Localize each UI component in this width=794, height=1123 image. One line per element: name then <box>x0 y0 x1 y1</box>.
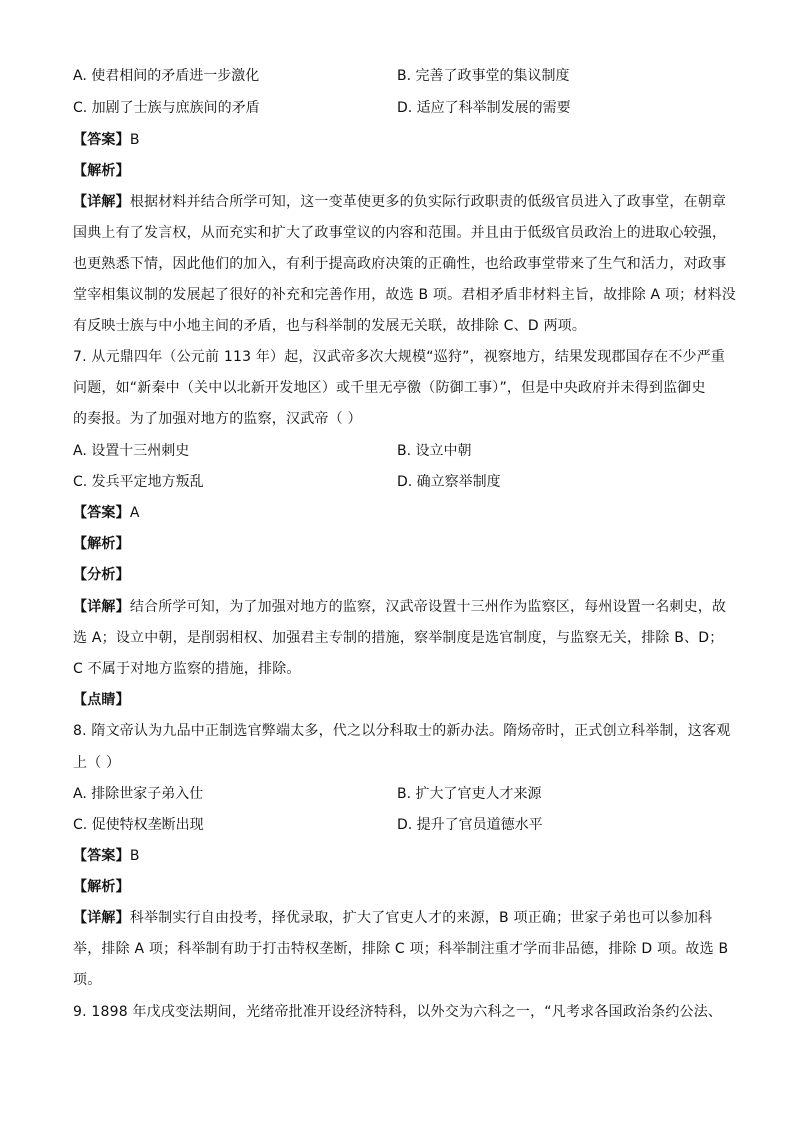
answer-tag: 【答案】 <box>73 132 130 148</box>
q7-analysis-tag: 【解析】 <box>73 536 130 552</box>
q6-detail-line-3: 也更熟悉下情，因此他们的加入，有利于提高政府决策的正确性，也给政事堂带来了生气和活力，对政事 <box>73 256 727 272</box>
q7-dianjing-tag: 【点睛】 <box>73 692 130 708</box>
q7-stem-line-3: 的奏报。为了加强对地方的监察，汉武帝（ ） <box>73 411 362 427</box>
detail-tag: 【详解】 <box>73 599 130 615</box>
q8-option-a: A. 排除世家子弟入仕 <box>73 786 204 802</box>
q6-detail-line-5: 有反映士族与中小地主间的矛盾，也与科举制的发展无关联，故排除 C、D 两项。 <box>73 318 587 334</box>
answer-tag: 【答案】 <box>73 505 130 521</box>
answer-value: A <box>129 505 140 521</box>
q6-analysis-tag: 【解析】 <box>73 163 130 179</box>
q6-detail-line-4: 堂宰相集议制的发展起了很好的补充和完善作用，故选 B 项。君相矛盾非材料主旨，故排除 A 项；材料没 <box>73 287 736 303</box>
q7-option-b: B. 设立中朝 <box>397 443 472 459</box>
detail-tag: 【详解】 <box>73 910 130 926</box>
q6-detail-line-1: 【详解】根据材料并结合所学可知，这一变革使更多的负实际行政职责的低级官员进入了政事堂，在朝章 <box>73 194 727 210</box>
q7-answer <box>73 503 140 523</box>
q8-answer <box>73 846 140 866</box>
q6-answer <box>73 130 140 150</box>
q7-option-d: D. 确立察举制度 <box>397 474 501 490</box>
q8-option-d: D. 提升了官员道德水平 <box>397 817 543 833</box>
q7-option-c: C. 发兵平定地方叛乱 <box>73 474 204 490</box>
answer-value: B <box>129 848 140 864</box>
q9-stem-line-1: 9. 1898 年戊戌变法期间，光绪帝批准开设经济特科，以外交为六科之一，“凡考求各国政治条约公法、 <box>73 1004 723 1020</box>
q6-option-b: B. 完善了政事堂的集议制度 <box>397 68 570 84</box>
q8-option-b: B. 扩大了官吏人才来源 <box>397 786 542 802</box>
q8-analysis-tag: 【解析】 <box>73 879 130 895</box>
q6-detail-line-2: 国典上有了发言权，从而充实和扩大了政事堂议的内容和范围。并且由于低级官员政治上的进取心较强， <box>73 225 727 241</box>
q8-detail-line-1: 【详解】科举制实行自由投考，择优录取，扩大了官吏人才的来源，B 项正确；世家子弟也可以参加科 <box>73 910 713 926</box>
q6-option-a: A. 使君相间的矛盾进一步激化 <box>73 68 260 84</box>
answer-tag: 【答案】 <box>73 848 130 864</box>
answer-value: B <box>129 132 140 148</box>
detail-tag: 【详解】 <box>73 194 130 210</box>
q7-stem-line-2: 问题，如“新秦中（关中以北新开发地区）或千里无亭徼（防御工事）”，但是中央政府并未得到监御史 <box>73 380 706 396</box>
q8-detail-line-3: 项。 <box>73 972 102 988</box>
q8-option-c: C. 促使特权垄断出现 <box>73 817 204 833</box>
q6-option-d: D. 适应了科举制发展的需要 <box>397 100 571 116</box>
q7-detail-line-3: C 不属于对地方监察的措施，排除。 <box>73 661 301 677</box>
q8-stem-line-2: 上（ ） <box>73 755 121 771</box>
q7-fenxi-tag: 【分析】 <box>73 567 130 583</box>
q7-stem-line-1: 7. 从元鼎四年（公元前 113 年）起，汉武帝多次大规模“巡狩”，视察地方，结果发现郡国存在不少严重 <box>73 349 726 365</box>
q7-option-a: A. 设置十三州刺史 <box>73 443 190 459</box>
q7-detail-line-2: 选 A；设立中朝，是削弱相权、加强君主专制的措施，察举制度是选官制度，与监察无关，排除 B、D； <box>73 630 724 646</box>
q6-option-c: C. 加剧了士族与庶族间的矛盾 <box>73 100 260 116</box>
q7-detail-line-1: 【详解】结合所学可知，为了加强对地方的监察，汉武帝设置十三州作为监察区，每州设置一名刺史，故 <box>73 599 727 615</box>
q8-stem-line-1: 8. 隋文帝认为九品中正制选官弊端太多，代之以分科取士的新办法。隋炀帝时，正式创立科举制，这客观 <box>73 723 731 739</box>
q8-detail-line-2: 举，排除 A 项；科举制有助于打击特权垄断，排除 C 项；科举制注重才学而非品德，排除 D 项。故选 B <box>73 941 729 957</box>
